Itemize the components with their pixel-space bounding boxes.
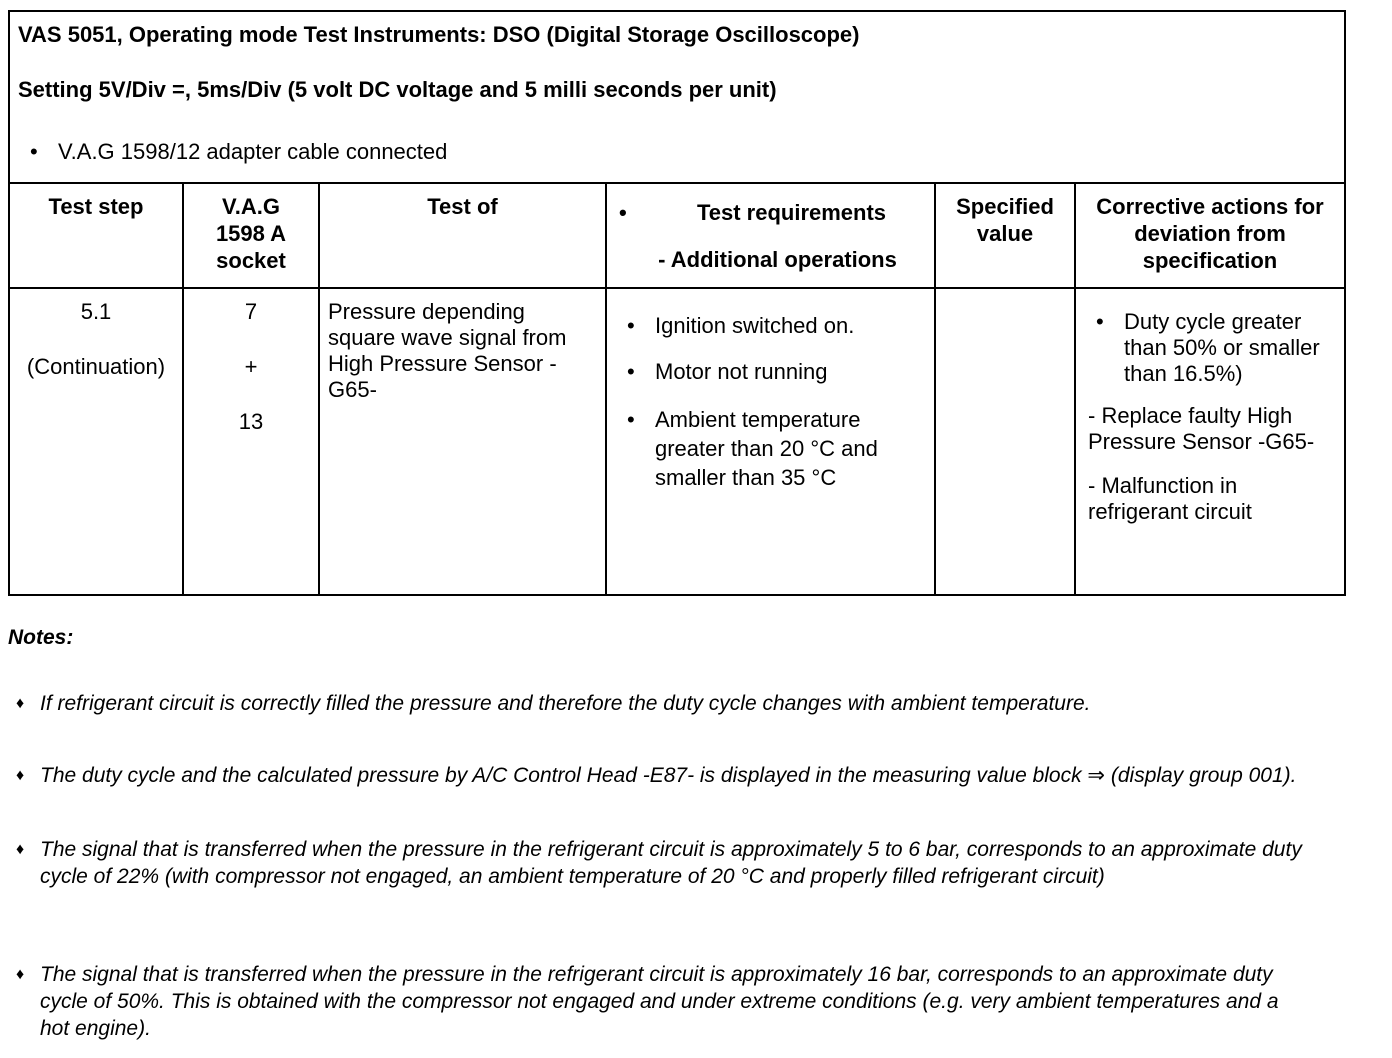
note-text: The signal that is transferred when the pressure in the refrigerant circuit is approximately 16 bar, corresponds to an approximate duty cycle of 50%. This is obtained with the compressor not engaged and under extreme conditions (e.g. very ambient temperatures and a hot engine). xyxy=(40,963,1279,1040)
cell-test-step xyxy=(10,288,183,594)
note-item xyxy=(16,961,1310,1042)
col-corrective-label: Corrective actions for deviation from specification xyxy=(1096,194,1324,273)
note-text: If refrigerant circuit is correctly filled the pressure and therefore the duty cycle changes with ambient temperature. xyxy=(40,692,1091,715)
step-note: (Continuation) xyxy=(26,354,166,379)
adapter-bullet xyxy=(30,139,447,165)
note-text: The signal that is transferred when the pressure in the refrigerant circuit is approximately 5 to 6 bar, corresponds to an approximate duty cycle of 22% (with compressor not engaged, an ambient temperature of 20 °C and properly filled refrigerant circuit) xyxy=(40,838,1302,888)
col-corrective xyxy=(1075,184,1344,288)
table-header-block xyxy=(10,12,1344,184)
diamond-bullet-icon: ♦ xyxy=(16,695,25,712)
col-test-step: Test step xyxy=(10,184,183,288)
requirement-item: • Motor not running xyxy=(621,359,924,385)
socket-b: 13 xyxy=(238,409,264,434)
socket-plus: + xyxy=(244,354,258,379)
notes-section xyxy=(8,624,1378,1040)
corrective-bullet: • Duty cycle greater than 50% or smaller than 16.5%) xyxy=(1090,309,1334,387)
corrective-action-2: - Malfunction in refrigerant circuit xyxy=(1088,473,1252,524)
col-test-of: Test of xyxy=(319,184,606,288)
step-number: 5.1 xyxy=(80,299,112,324)
requirement-item: • Ignition switched on. xyxy=(621,313,924,339)
col-additional-label: - Additional operations xyxy=(658,247,897,272)
test-table-frame xyxy=(8,10,1346,596)
cell-socket xyxy=(183,288,319,594)
page-title: VAS 5051, Operating mode Test Instruments: DSO (Digital Storage Oscilloscope) xyxy=(18,22,860,47)
corrective-action-1: - Replace faulty High Pressure Sensor -G65- xyxy=(1088,403,1315,454)
test-table xyxy=(10,184,1344,594)
table-row xyxy=(10,288,1344,594)
socket-a: 7 xyxy=(244,299,258,324)
diamond-bullet-icon: ♦ xyxy=(16,841,25,858)
col-socket xyxy=(183,184,319,288)
cell-requirements xyxy=(606,288,935,594)
cell-test-of: Pressure depending square wave signal from High Pressure Sensor -G65- xyxy=(319,288,606,594)
column-header-row xyxy=(10,184,1344,288)
cell-corrective xyxy=(1075,288,1344,594)
adapter-text: V.A.G 1598/12 adapter cable connected xyxy=(58,139,448,164)
cell-specified xyxy=(935,288,1075,594)
col-specified-label: Specified value xyxy=(956,194,1054,246)
col-requirements xyxy=(606,184,935,288)
notes-title: Notes: xyxy=(8,626,74,649)
setting-line: Setting 5V/Div =, 5ms/Div (5 volt DC voltage and 5 milli seconds per unit) xyxy=(18,77,777,102)
col-socket-label: V.A.G 1598 A socket xyxy=(215,194,287,273)
note-item xyxy=(16,690,1310,717)
col-specified xyxy=(935,184,1075,288)
note-text: The duty cycle and the calculated pressure by A/C Control Head -E87- is displayed in the measuring value block ⇒ (display group 001). xyxy=(40,764,1297,787)
note-item xyxy=(16,836,1310,890)
col-requirements-label: • Test requirements xyxy=(613,199,934,226)
diamond-bullet-icon: ♦ xyxy=(16,966,25,983)
requirement-item: • Ambient temperature greater than 20 °C and smaller than 35 °C xyxy=(621,405,924,492)
bullet-icon: • xyxy=(30,139,38,164)
diamond-bullet-icon: ♦ xyxy=(16,767,25,784)
note-item xyxy=(16,762,1310,789)
